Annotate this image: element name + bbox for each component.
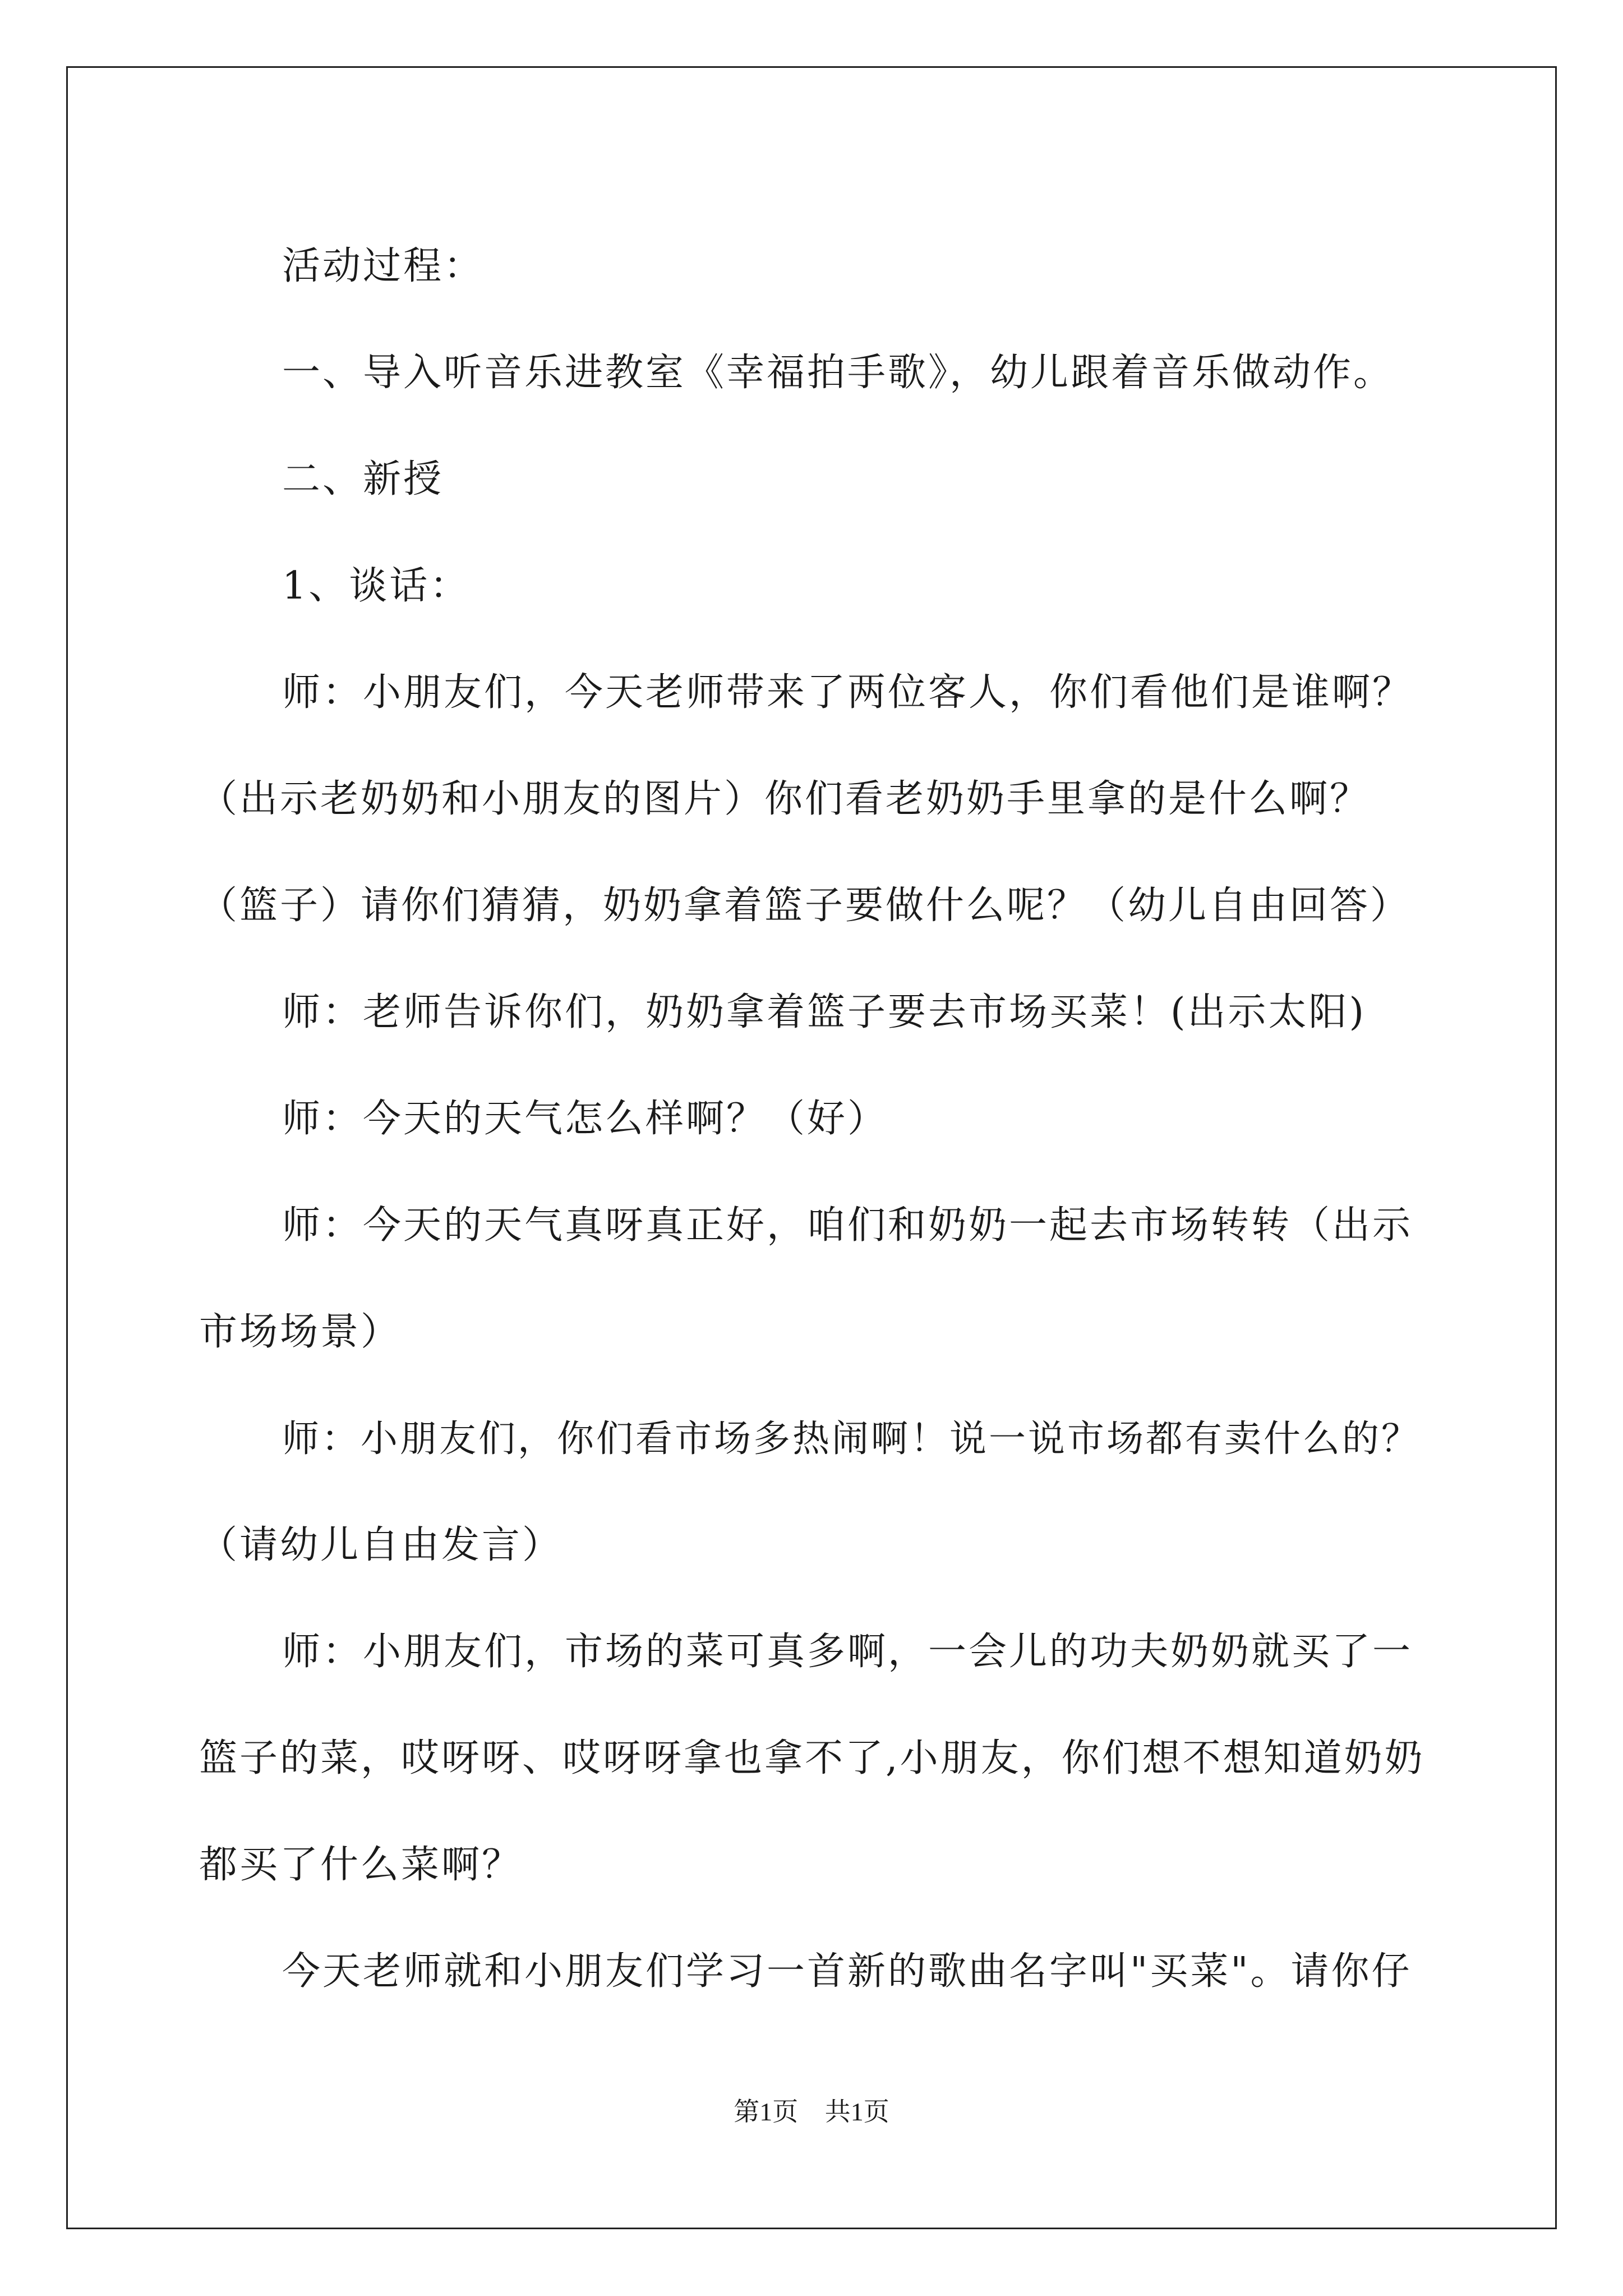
paragraph: （篮子）请你们猜猜，奶奶拿着篮子要做什么呢？（幼儿自由回答） [199,884,1411,928]
document-body [199,213,1433,2025]
paragraph: 都买了什么菜啊？ [199,1843,523,1887]
paragraph: 一、导入听音乐进教室《幸福拍手歌》，幼儿跟着音乐做动作。 [282,351,1394,395]
page-total: 共1页 [824,2097,889,2126]
paragraph: （请幼儿自由发言） [199,1523,563,1567]
page-footer [0,2091,1623,2128]
paragraph: 1、谈话： [282,564,471,608]
paragraph: 今天老师就和小朋友们学习一首新的歌曲名字叫"买菜"。请你仔 [282,1949,1412,1994]
paragraph: 师：小朋友们，市场的菜可真多啊，一会儿的功夫奶奶就买了一 [282,1630,1413,1674]
paragraph: 师：今天的天气真呀真正好，咱们和奶奶一起去市场转转（出示 [282,1203,1413,1248]
paragraph: 活动过程： [282,244,485,288]
paragraph: （出示老奶奶和小朋友的图片）你们看老奶奶手里拿的是什么啊？ [199,777,1371,821]
paragraph: 师：老师告诉你们，奶奶拿着篮子要去市场买菜！(出示太阳) [282,990,1367,1034]
paragraph: 师：今天的天气怎么样啊？（好） [282,1097,888,1141]
paragraph: 二、新授 [282,457,444,501]
paragraph: 市场场景） [199,1310,402,1354]
page-number: 第1页 [734,2097,799,2126]
paragraph: 师：小朋友们，你们看市场多热闹啊！说一说市场都有卖什么的？ [282,1417,1421,1460]
paragraph: 师：小朋友们，今天老师带来了两位客人，你们看他们是谁啊？ [282,670,1413,715]
paragraph: 篮子的菜，哎呀呀、哎呀呀拿也拿不了,小朋友，你们想不想知道奶奶 [199,1736,1425,1780]
